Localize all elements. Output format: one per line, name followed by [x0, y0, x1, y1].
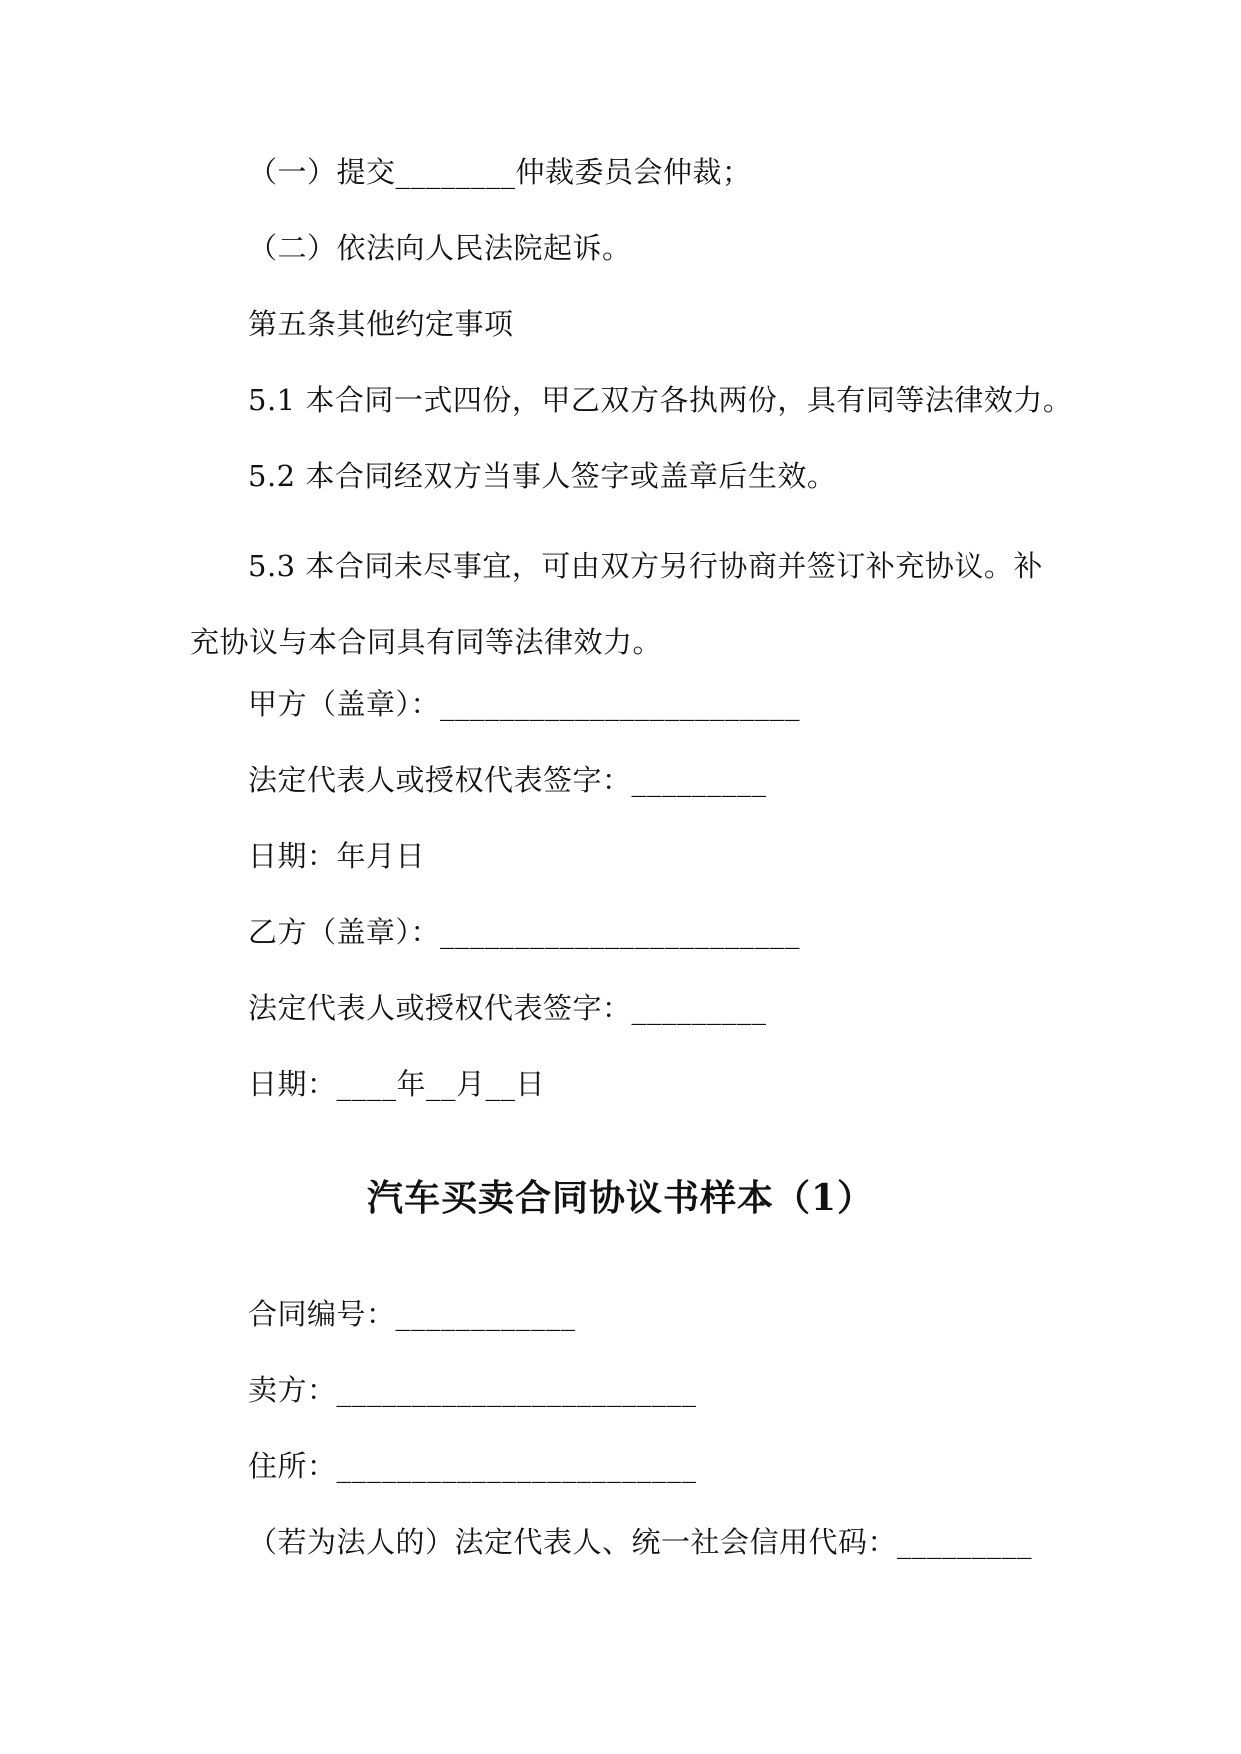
arbitration-option-2: （二）依法向人民法院起诉。 [248, 231, 632, 265]
seller-line: 卖方：________________________ [248, 1373, 697, 1407]
party-a-seal-line: 甲方（盖章）：________________________ [248, 687, 801, 721]
party-b-signature-line: 法定代表人或授权代表签字：_________ [248, 991, 767, 1025]
party-b-date-line: 日期：____年__月__日 [248, 1067, 546, 1101]
clause-5-2: 5.2 本合同经双方当事人签字或盖章后生效。 [248, 459, 837, 493]
party-a-date-line: 日期：年月日 [248, 839, 426, 873]
article-5-heading: 第五条其他约定事项 [248, 307, 514, 341]
contract-title: 汽车买卖合同协议书样本（1） [366, 1177, 875, 1219]
clause-5-3: 5.3 本合同未尽事宜，可由双方另行协商并签订补充协议。补充协议与本合同具有同等法律效力。 [190, 549, 1043, 659]
legal-representative-line: （若为法人的）法定代表人、统一社会信用代码：_________ [248, 1525, 1033, 1559]
clause-5-1: 5.1 本合同一式四份，甲乙双方各执两份，具有同等法律效力。 [248, 383, 1073, 417]
address-line: 住所：________________________ [248, 1449, 697, 1483]
contract-number-line: 合同编号：____________ [248, 1297, 576, 1331]
party-b-seal-line: 乙方（盖章）：________________________ [248, 915, 801, 949]
arbitration-option-1: （一）提交________仲裁委员会仲裁； [248, 155, 752, 189]
party-a-signature-line: 法定代表人或授权代表签字：_________ [248, 763, 767, 797]
